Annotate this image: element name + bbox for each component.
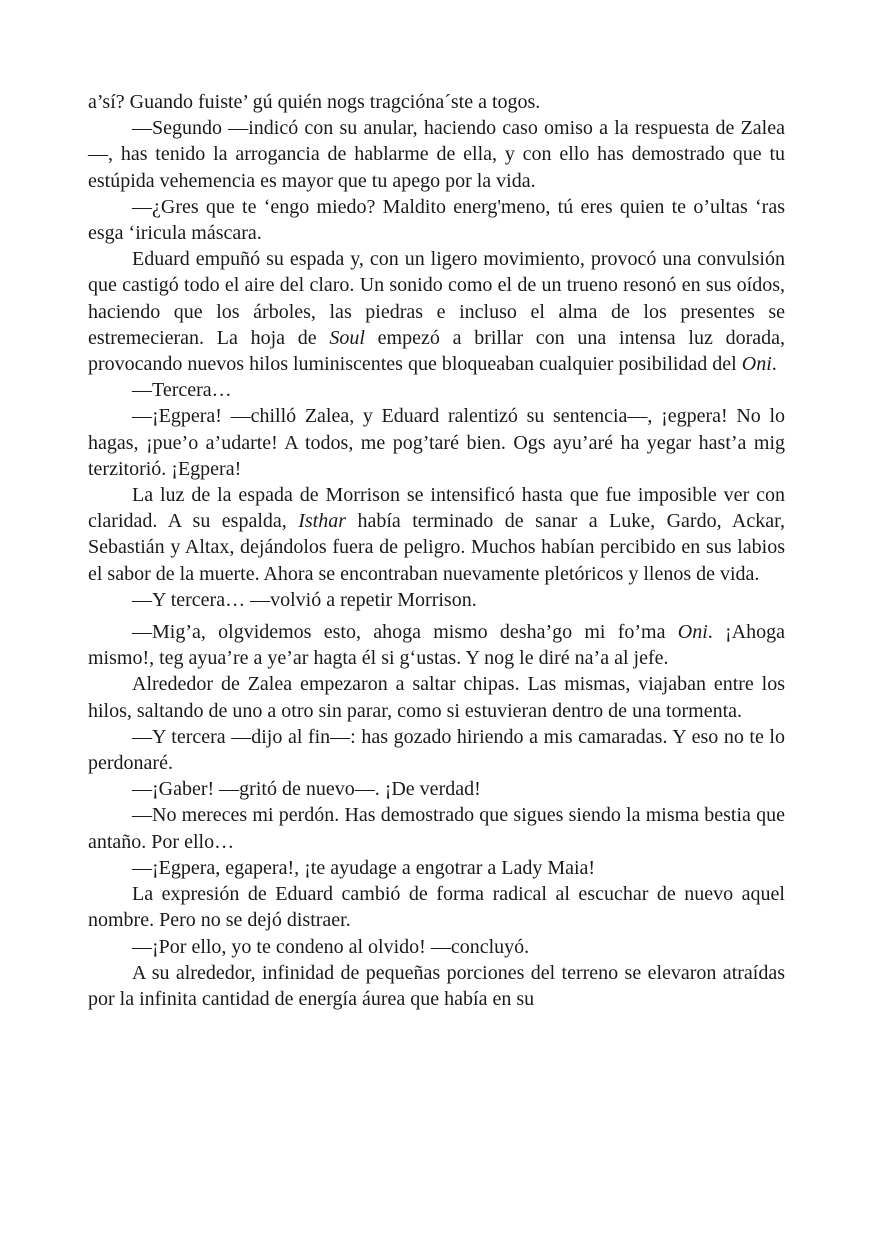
text-segment: . bbox=[771, 353, 777, 376]
text-segment: —No mereces mi perdón. Has demostrado que sigues siendo la misma bestia que antaño. Por ello… bbox=[88, 804, 785, 853]
italic-text: Soul bbox=[329, 326, 365, 349]
paragraph bbox=[88, 960, 785, 1012]
paragraph bbox=[88, 802, 785, 854]
italic-text: Oni bbox=[677, 621, 708, 644]
paragraph bbox=[88, 934, 785, 960]
text-segment: —Y tercera —dijo al fin—: has gozado hiriendo a mis camaradas. Y eso no te lo perdonaré. bbox=[88, 725, 785, 775]
text-segment: La luz de la espada de Morrison se intensificó hasta que fue imposible ver con claridad. A su espalda, bbox=[88, 484, 785, 533]
paragraph bbox=[88, 671, 785, 723]
paragraph bbox=[88, 246, 785, 377]
text-segment: —¡Egpera! —chilló Zalea, y Eduard ralentizó su sentencia—, ¡egpera! No lo hagas, ¡pue’o a’udarte! A todos, me pog’taré bien. Ogs ayu’aré ha yegar hast’a mig terzitorió. ¡Egpera! bbox=[88, 405, 785, 480]
italic-text: Oni bbox=[741, 353, 772, 376]
paragraph bbox=[88, 377, 785, 403]
text-segment: —¡Gaber! —gritó de nuevo—. ¡De verdad! bbox=[132, 778, 481, 801]
paragraph bbox=[88, 403, 785, 482]
text-segment: —Tercera… bbox=[132, 379, 232, 402]
text-segment: —Y tercera… —volvió a repetir Morrison. bbox=[132, 588, 477, 611]
text-segment: —Mig’a, olgvidemos esto, ahoga mismo desha’go mi fo’ma bbox=[132, 621, 678, 644]
text-segment: —¡Egpera, egapera!, ¡te ayudage a engotrar a Lady Maia! bbox=[132, 856, 596, 879]
paragraph bbox=[88, 776, 785, 802]
paragraph bbox=[88, 115, 785, 194]
text-segment: —Segundo —indicó con su anular, haciendo caso omiso a la respuesta de Zalea—, has tenido la arrogancia de hablarme de ella, y con ello has demostrado que tu estúpida vehemencia es mayor que tu apego por la vida. bbox=[88, 117, 785, 192]
paragraph bbox=[88, 482, 785, 587]
text-segment: Eduard empuñó su espada y, con un ligero movimiento, provocó una convulsión que castigó todo el aire del claro. Un sonido como el de un trueno resonó en sus oídos, haciendo que los árboles, las piedras e incluso el alma de los presentes se estremecieran. La hoja de bbox=[88, 248, 785, 349]
paragraph bbox=[88, 881, 785, 933]
text-segment: había terminado de sanar a Luke, Gardo, Ackar, Sebastián y Altax, dejándolos fuera de peligro. Muchos habían percibido en sus labios el sabor de la muerte. Ahora se encontraban nuevamente pletóricos y llenos de vida. bbox=[88, 510, 785, 585]
text-segment: A su alrededor, infinidad de pequeñas porciones del terreno se elevaron atraídas por la infinita cantidad de energía áurea que había en su bbox=[88, 961, 785, 1010]
text-segment: . ¡Ahoga mismo!, teg ayua’re a ye’ar hagta él si g‘ustas. Y nog le diré na’a al jefe. bbox=[88, 621, 786, 670]
text-segment: La expresión de Eduard cambió de forma radical al escuchar de nuevo aquel nombre. Pero no se dejó distraer. bbox=[88, 883, 785, 932]
italic-text: Isthar bbox=[298, 510, 346, 533]
paragraph bbox=[88, 89, 785, 115]
paragraph bbox=[88, 587, 785, 613]
text-segment: Alrededor de Zalea empezaron a saltar chipas. Las mismas, viajaban entre los hilos, saltando de uno a otro sin parar, como si estuvieran dentro de una tormenta. bbox=[88, 673, 785, 722]
paragraph bbox=[88, 724, 785, 776]
paragraph bbox=[88, 194, 785, 246]
book-page bbox=[88, 89, 785, 1012]
paragraph bbox=[88, 619, 785, 671]
text-segment: —¡Por ello, yo te condeno al olvido! —concluyó. bbox=[132, 935, 530, 958]
paragraph bbox=[88, 855, 785, 881]
text-segment: empezó a brillar con una intensa luz dorada, provocando nuevos hilos luminiscentes que bloqueaban cualquier posibilidad del bbox=[88, 326, 785, 376]
text-segment: —¿Gres que te ‘engo miedo? Maldito energ'meno, tú eres quien te o’ultas ‘ras esga ‘iricula máscara. bbox=[88, 195, 785, 245]
text-segment: a’sí? Guando fuiste’ gú quién nogs tragcióna´ste a togos. bbox=[88, 91, 541, 113]
